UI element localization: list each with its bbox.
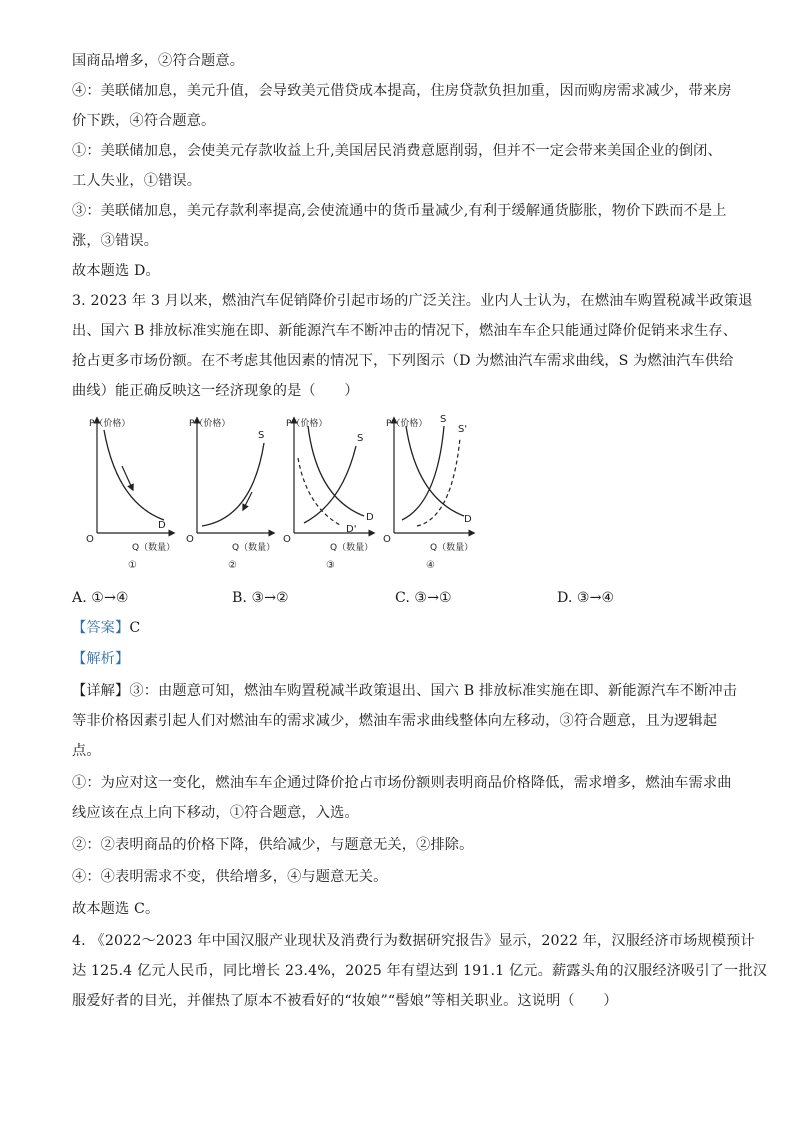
origin-label: O <box>383 534 391 545</box>
answer-line <box>72 618 732 638</box>
supply-demand-figures <box>72 408 492 576</box>
text-line: ③：美联储加息，美元存款利率提高,会使流通中的货币量减少,有利于缓解通货膨胀，物价下跌而不是上 <box>72 203 727 219</box>
curve-d-label: D <box>158 520 166 531</box>
text-line: ①：美联储加息，会使美元存款收益上升,美国居民消费意愿削弱，但并不一定会带来美国企业的倒闭、 <box>72 143 722 159</box>
origin-label: O <box>186 534 194 545</box>
text-line: 工人失业，①错误。 <box>72 173 202 189</box>
analysis-line: ②：②表明商品的价格下降，供给减少，与题意无关，②排除。 <box>72 837 474 853</box>
y-axis-label: P（价格） <box>286 419 328 429</box>
demand-curve <box>104 430 164 520</box>
curve-d-label: D <box>366 512 374 523</box>
question-4-text: 服爱好者的目光，并催热了原本不被看好的“妆娘”“髻娘”等相关职业。这说明（ ） <box>72 993 618 1009</box>
analysis-line <box>72 681 738 701</box>
curve-s-label: S <box>258 430 265 441</box>
x-axis-label: Q（数量） <box>132 543 176 553</box>
figure-number: ③ <box>326 560 335 571</box>
option-a: A. ①→④ <box>72 590 129 606</box>
text-line: 价下跌，④符合题意。 <box>72 113 216 129</box>
question-3-text: 抢占更多市场份额。在不考虑其他因素的情况下，下列图示（D 为燃油汽车需求曲线，S 为燃油汽车供给 <box>72 353 734 369</box>
figure-1 <box>86 417 175 571</box>
figure-number: ① <box>128 560 137 571</box>
x-axis-label: Q（数量） <box>232 543 276 553</box>
y-axis-label: P（价格） <box>386 419 428 429</box>
text-line: 故本题选 D。 <box>72 263 160 279</box>
option-b: B. ③→② <box>232 590 289 606</box>
supply-curve <box>202 443 264 526</box>
figure-number: ④ <box>426 560 435 571</box>
analysis-line: ④：④表明需求不变，供给增多，④与题意无关。 <box>72 869 388 885</box>
curve-s-shift-label: S' <box>458 424 468 435</box>
origin-label: O <box>283 534 291 545</box>
analysis-line: ①：为应对这一变化，燃油车车企通过降价抢占市场份额则表明商品价格降低，需求增多，燃油车需求曲 <box>72 775 732 791</box>
analysis-text: ③：由题意可知，燃油车购置税减半政策退出、国六 B 排放标准实施在即、新能源汽车不断冲击 <box>129 683 738 699</box>
answer-value: C <box>129 620 141 636</box>
analysis-line: 等非价格因素引起人们对燃油车的需求减少，燃油车需求曲线整体向左移动，③符合题意，且为逻辑起 <box>72 713 718 729</box>
text-line: ④：美联储加息，美元升值，会导致美元借贷成本提高，住房贷款负担加重，因而购房需求减少，带来房 <box>72 83 732 99</box>
question-3-text: 曲线）能正确反映这一经济现象的是（ ） <box>72 383 359 399</box>
supply-curve <box>304 446 356 523</box>
x-axis-label: Q（数量） <box>330 543 374 553</box>
x-axis-label: Q（数量） <box>430 543 474 553</box>
y-axis-label: P（价格） <box>89 419 131 429</box>
analysis-label: 【解析】 <box>72 651 130 667</box>
curve-d-shift-label: D' <box>346 524 357 535</box>
analysis-line: 线应该在点上向下移动，①符合题意，入选。 <box>72 805 359 821</box>
y-axis-label: P（价格） <box>189 419 231 429</box>
analysis-heading <box>72 649 732 669</box>
question-3-text: 3. 2023 年 3 月以来，燃油汽车促销降价引起市场的广泛关注。业内人士认为，在燃油车购置税减半政策退 <box>72 293 753 309</box>
text-line: 国商品增多，②符合题意。 <box>72 53 245 69</box>
analysis-line: 点。 <box>72 743 101 759</box>
question-4-text: 达 125.4 亿元人民币，同比增长 23.4%，2025 年有望达到 191.1 亿元。薪露头角的汉服经济吸引了一批汉 <box>72 963 768 979</box>
origin-label: O <box>86 534 94 545</box>
demand-curve-shifted <box>298 458 342 526</box>
figure-4 <box>383 414 473 571</box>
text-line: 涨，③错误。 <box>72 233 159 249</box>
option-c: C. ③→① <box>395 590 452 606</box>
curve-s-label: S <box>357 433 364 444</box>
question-4-text: 4. 《2022～2023 年中国汉服产业现状及消费行为数据研究报告》显示，2022 年，汉服经济市场规模预计 <box>72 933 755 949</box>
option-d: D. ③→④ <box>557 590 615 606</box>
supply-curve-shifted <box>417 438 460 526</box>
curve-d-label: D <box>464 514 472 525</box>
movement-arrow <box>244 492 252 508</box>
figure-2 <box>186 417 275 571</box>
figure-number: ② <box>228 560 237 571</box>
curve-s-label: S <box>440 414 447 425</box>
answer-label: 【答案】 <box>72 620 130 636</box>
analysis-line: 故本题选 C。 <box>72 901 160 917</box>
figure-3 <box>283 417 374 571</box>
question-3-text: 出、国六 B 排放标准实施在即、新能源汽车不断冲击的情况下，燃油车车企只能通过降价促销来求生存、 <box>72 323 738 339</box>
demand-curve <box>308 426 364 516</box>
detail-label: 【详解】 <box>72 683 130 699</box>
